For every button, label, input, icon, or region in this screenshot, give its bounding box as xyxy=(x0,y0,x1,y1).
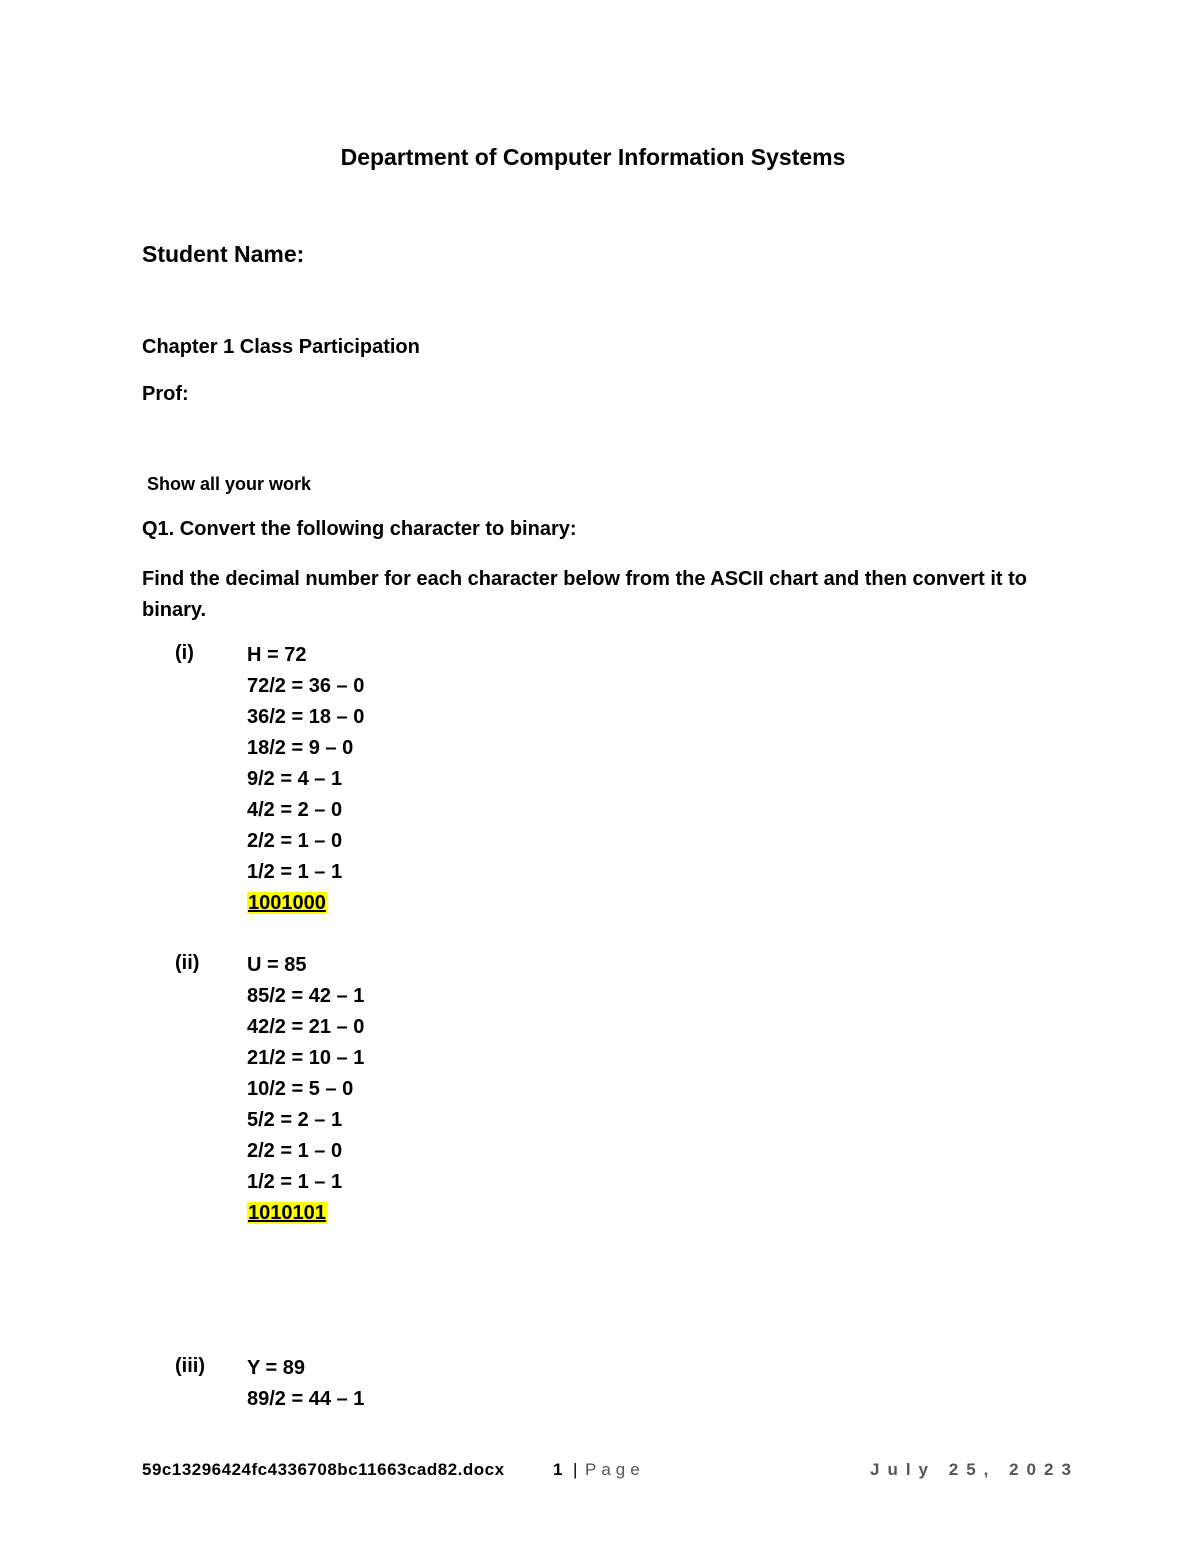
part-label-ii: (ii) xyxy=(175,952,200,974)
step-line: 5/2 = 2 – 1 xyxy=(247,1109,343,1131)
footer-filename: 59c13296424fc4336708bc11663cad82.docx xyxy=(142,1460,505,1479)
step-line: 10/2 = 5 – 0 xyxy=(247,1078,354,1100)
step-line: 1/2 = 1 – 1 xyxy=(247,1171,343,1193)
show-work-instruction: Show all your work xyxy=(147,474,312,494)
step-line: 1/2 = 1 – 1 xyxy=(247,861,343,883)
footer-page-word: Page xyxy=(585,1460,645,1479)
part-ii-steps xyxy=(247,950,364,1229)
step-line: 85/2 = 42 – 1 xyxy=(247,985,365,1007)
student-name-label: Student Name: xyxy=(142,241,305,267)
binary-answer-i: 1001000 xyxy=(248,892,326,914)
footer-date: July 25, 2023 xyxy=(870,1460,1079,1479)
step-line: 36/2 = 18 – 0 xyxy=(247,706,365,728)
part-i-steps xyxy=(247,640,364,919)
prof-label: Prof: xyxy=(142,383,189,405)
step-line: H = 72 xyxy=(247,644,307,666)
step-line: 72/2 = 36 – 0 xyxy=(247,675,365,697)
step-line: 2/2 = 1 – 0 xyxy=(247,830,343,852)
step-line: 4/2 = 2 – 0 xyxy=(247,799,343,821)
step-line: 2/2 = 1 – 0 xyxy=(247,1140,343,1162)
chapter-title: Chapter 1 Class Participation xyxy=(142,336,420,358)
department-title: Department of Computer Information Systems xyxy=(340,144,846,170)
footer-page-number: 1 xyxy=(553,1460,563,1479)
footer-separator: | xyxy=(573,1460,578,1479)
part-label-iii: (iii) xyxy=(175,1355,205,1377)
step-line: U = 85 xyxy=(247,954,307,976)
part-iii-steps xyxy=(247,1353,364,1415)
step-line: 9/2 = 4 – 1 xyxy=(247,768,343,790)
step-line: 21/2 = 10 – 1 xyxy=(247,1047,365,1069)
step-line: 18/2 = 9 – 0 xyxy=(247,737,354,759)
step-line: 42/2 = 21 – 0 xyxy=(247,1016,365,1038)
question-1-instructions: Find the decimal number for each character below from the ASCII chart and then convert it to binary. xyxy=(142,568,1027,621)
question-1-title: Q1. Convert the following character to binary: xyxy=(142,518,577,540)
step-line: 89/2 = 44 – 1 xyxy=(247,1388,365,1410)
part-label-i: (i) xyxy=(175,642,194,664)
binary-answer-ii: 1010101 xyxy=(248,1202,326,1224)
step-line: Y = 89 xyxy=(247,1357,306,1379)
